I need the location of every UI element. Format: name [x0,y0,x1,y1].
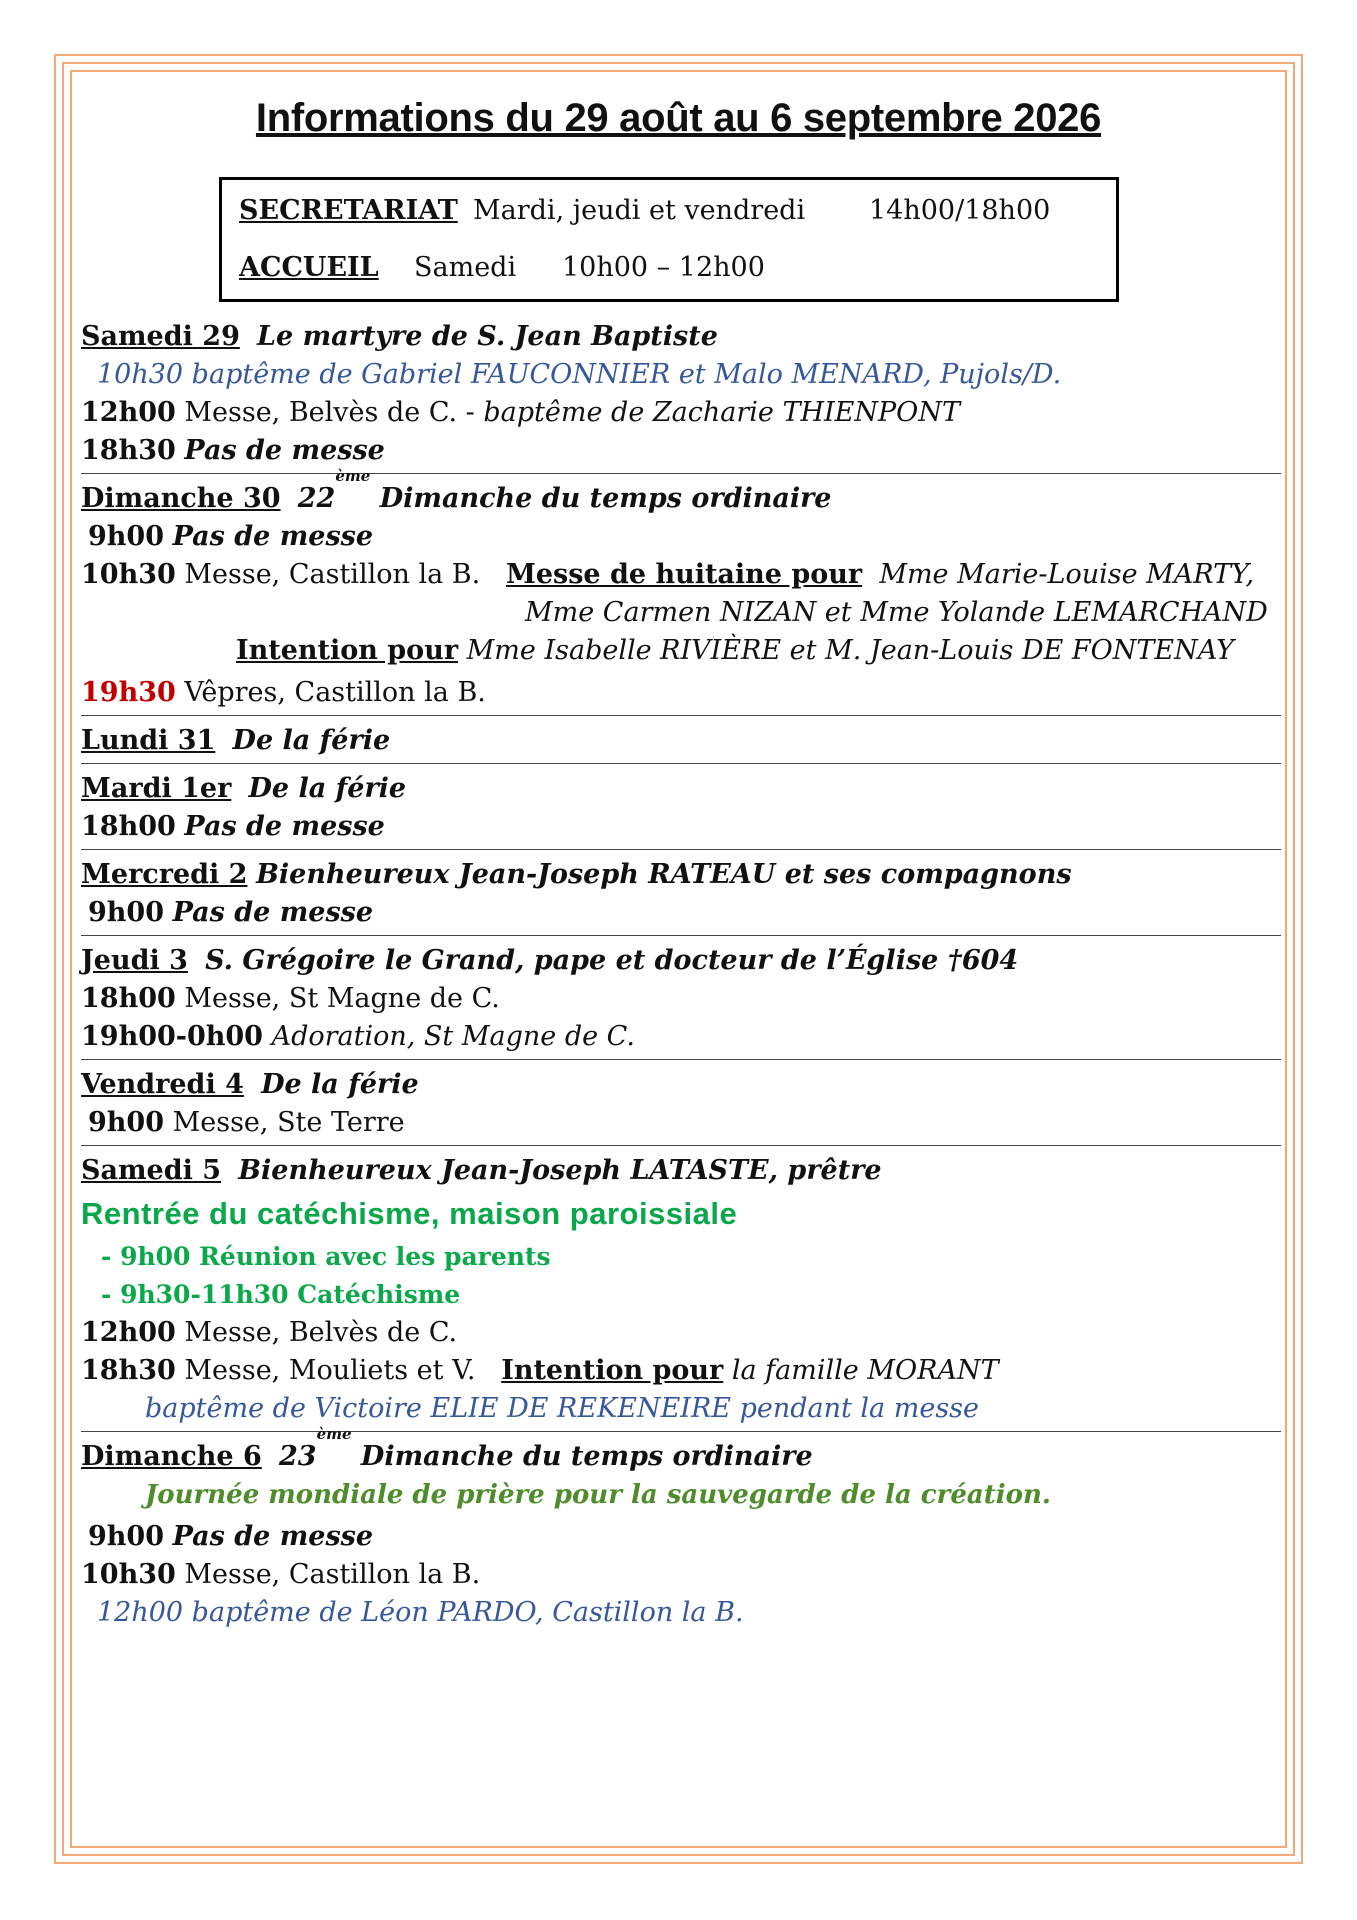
day-name: Mercredi 2 [81,859,248,890]
schedule-line [81,894,1281,932]
feast-label: Bienheureux Jean-Joseph RATEAU et ses compagnons [256,859,1072,890]
time: 10h30 [81,559,176,590]
page-title: Informations du 29 août au 6 septembre 2026 [255,96,1102,140]
event-detail: baptême de Zacharie THIENPONT [483,397,960,428]
event: Messe, Castillon la B. [175,1559,481,1590]
time: 9h00 [88,1521,164,1552]
time: 19h00-0h00 [81,1021,263,1052]
mass-names-continued: Mme Carmen NIZAN et Mme Yolande LEMARCHAND [525,597,1268,628]
feast-label: Bienheureux Jean-Joseph LATASTE, prêtre [238,1155,882,1186]
event: Vêpres, Castillon la B. [175,677,486,708]
secretariat-days: Mardi, jeudi et vendredi [473,195,806,226]
schedule [81,318,1281,1641]
day-name: Lundi 31 [81,725,216,756]
schedule-line [81,1104,1281,1142]
intention-names: Mme Isabelle RIVIÈRE et M. Jean-Louis DE FONTENAY [466,635,1234,666]
day-lundi-31 [81,722,1281,764]
time: 10h30 [81,1559,176,1590]
schedule-line [81,1352,1281,1390]
feast-label: S. Grégoire le Grand, pape et docteur de l’Église †604 [205,945,1019,976]
intention-names: la famille MORANT [731,1355,999,1386]
event: Pas de messe [184,811,385,842]
schedule-line [81,1518,1281,1556]
time: 12h00 [81,1317,176,1348]
day-mardi-1er [81,770,1281,850]
day-name: Samedi 29 [81,321,240,352]
time: 12h00 [81,397,176,428]
day-header [81,1066,1281,1104]
catechism-item: - 9h30-11h30 Catéchisme [101,1280,461,1309]
day-name: Vendredi 4 [81,1069,244,1100]
secretariat-hours: 14h00/18h00 [869,195,1051,226]
catechism-title: Rentrée du catéchisme, maison paroissiale [81,1196,738,1231]
schedule-line [81,1314,1281,1352]
intention-label: Intention pour [236,635,459,666]
world-day-note: Journée mondiale de prière pour la sauvegarde de la création. [145,1480,1051,1510]
event: Pas de messe [184,435,385,466]
day-header [81,722,1281,760]
office-hours-box [219,177,1119,302]
schedule-line [81,808,1281,846]
schedule-line [81,1018,1281,1056]
event: Messe, Belvès de C. - [175,397,484,428]
time: 9h00 [88,521,164,552]
mass-names: Mme Marie-Louise MARTY, [879,559,1255,590]
feast-label: De la férie [248,773,407,804]
event: Messe, Ste Terre [164,1107,405,1138]
intention-line [81,632,1281,670]
event: Messe, St Magne de C. [175,983,500,1014]
accueil-label: ACCUEIL [239,252,379,283]
day-header [81,1152,1281,1190]
day-mercredi-2 [81,856,1281,936]
event: Adoration, St Magne de C. [271,1021,635,1052]
day-jeudi-3 [81,942,1281,1060]
baptism-line: baptême de Victoire ELIE DE REKENEIRE pendant la messe [145,1393,980,1424]
day-header [81,942,1281,980]
schedule-line [81,1556,1281,1594]
time: 18h30 [81,435,176,466]
day-name: Dimanche 30 [81,483,281,514]
time: 18h00 [81,811,176,842]
catechism-item: - 9h00 Réunion avec les parents [101,1242,551,1271]
event: Messe, Castillon la B. [175,559,481,590]
schedule-line [81,674,1281,712]
day-samedi-5 [81,1152,1281,1432]
feast-label: De la férie [261,1069,419,1100]
time: 19h30 [81,677,176,708]
day-header [81,1425,1281,1476]
accueil-days: Samedi [414,252,517,283]
time: 18h00 [81,983,176,1014]
day-header [81,467,1281,518]
schedule-line [81,432,1281,470]
baptism-line: 12h00 baptême de Léon PARDO, Castillon la B. [97,1597,744,1628]
baptism-line: 10h30 baptême de Gabriel FAUCONNIER et Malo MENARD, Pujols/D. [97,359,1062,390]
day-vendredi-4 [81,1066,1281,1146]
schedule-line [81,518,1281,556]
day-name: Dimanche 6 [81,1441,262,1472]
time: 18h30 [81,1355,176,1386]
day-dimanche-30 [81,467,1281,716]
feast-label: 22ème Dimanche du temps ordinaire [297,467,832,514]
day-name: Mardi 1er [81,773,232,804]
feast-label: 23ème Dimanche du temps ordinaire [278,1425,813,1472]
schedule-line [81,980,1281,1018]
event: Pas de messe [172,1521,374,1552]
day-header [81,318,1281,356]
day-dimanche-6 [81,1425,1281,1635]
schedule-line [81,556,1281,594]
feast-label: De la férie [232,725,391,756]
time: 9h00 [88,897,164,928]
event: Messe, Mouliets et V. [175,1355,476,1386]
schedule-line [81,394,1281,432]
feast-label: Le martyre de S. Jean Baptiste [257,321,718,352]
day-samedi-29 [81,318,1281,474]
day-name: Samedi 5 [81,1155,222,1186]
intention-label: Intention pour [501,1355,724,1386]
event: Pas de messe [172,897,374,928]
event: Pas de messe [172,521,374,552]
day-header [81,770,1281,808]
day-header [81,856,1281,894]
accueil-hours: 10h00 – 12h00 [562,252,765,283]
secretariat-label: SECRETARIAT [239,195,458,226]
time: 9h00 [88,1107,164,1138]
day-name: Jeudi 3 [81,945,188,976]
mass-intention-label: Messe de huitaine pour [505,559,863,590]
event: Messe, Belvès de C. [175,1317,458,1348]
